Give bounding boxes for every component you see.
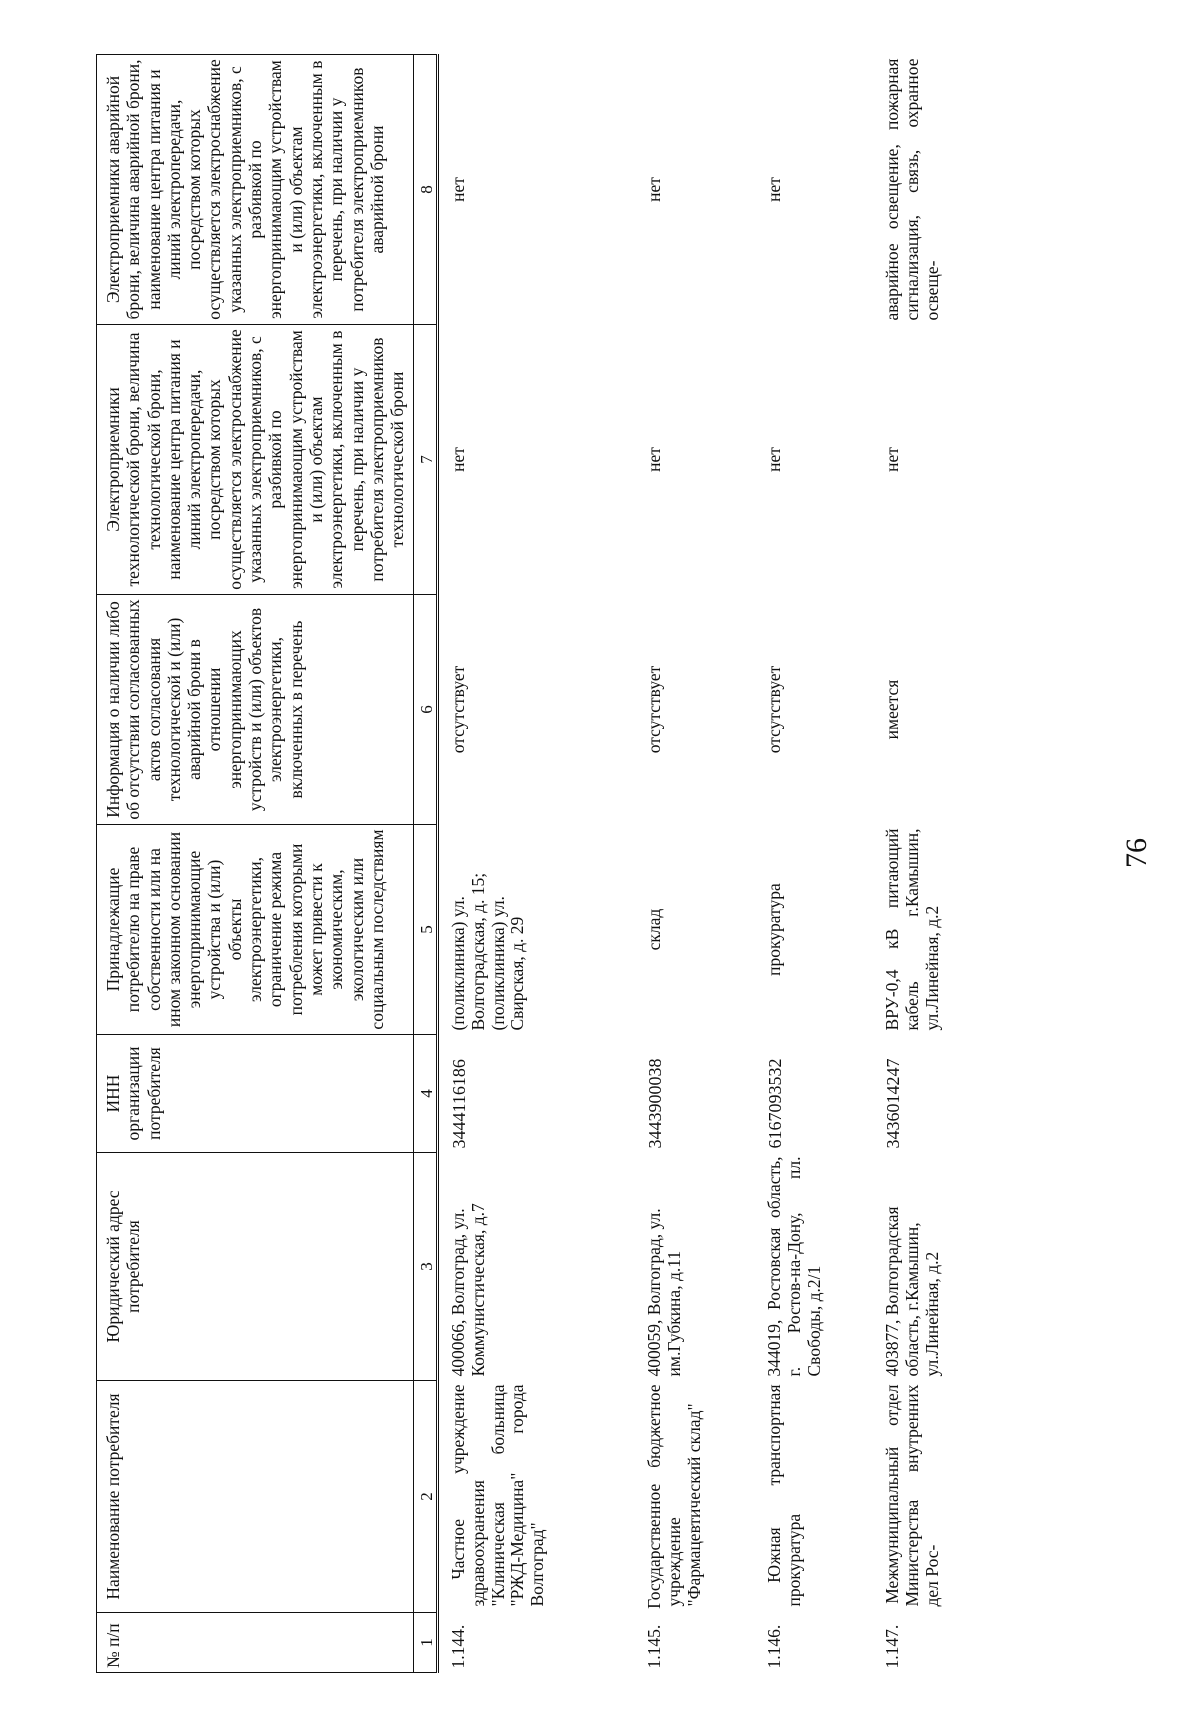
power-objects: склад: [644, 908, 665, 951]
inn: 3444116186: [449, 1059, 470, 1149]
header-inn: ИНН организации потребителя: [97, 1035, 414, 1153]
row-number: 1.147.: [882, 1624, 903, 1669]
inn: 6167093532: [765, 1058, 786, 1149]
table-row: [755, 55, 873, 1673]
legal-address: 344019, Ростовская область, г. Ростов-на-Дону, пл. Свободы, д.2/1: [764, 1156, 824, 1377]
legal-address: 400066, Волгоград, ул. Коммунистическая, д.7: [448, 1203, 489, 1377]
column-number: 8: [414, 55, 438, 325]
header-consumer-name: Наименование потребителя: [97, 1381, 414, 1613]
header-legal-address: Юридический адрес потребителя: [97, 1153, 414, 1381]
column-number: 6: [414, 595, 438, 825]
consumer-name: Межмуниципальный отдел Министерства внутренних дел Рос-: [882, 1384, 942, 1607]
consumer-name: Частное учреждение здравоохранения "Клиническая больница "РЖД-Медицина" города Волгоград": [448, 1384, 547, 1607]
technological-reserve: нет: [448, 447, 469, 472]
technological-reserve: нет: [764, 447, 785, 472]
power-objects: прокуратура: [764, 883, 785, 976]
column-number: 4: [414, 1035, 438, 1153]
legal-address: 400059, Волгоград, ул. им.Губкина, д.11: [644, 1208, 685, 1377]
column-number: 1: [414, 1613, 438, 1673]
row-number: 1.144.: [448, 1624, 469, 1669]
technological-reserve: нет: [882, 447, 903, 472]
table-row: [873, 55, 1013, 1673]
page-number: 76: [1120, 838, 1153, 868]
table-row: [438, 55, 636, 1673]
legal-address: 403877, Волгоградская область, г.Камышин, ул.Линейная, д.2: [882, 1206, 942, 1377]
row-number: 1.146.: [764, 1624, 785, 1669]
emergency-reserve: нет: [448, 177, 469, 202]
consumer-name: Государственное бюджетное учреждение "Фармацевтический склад": [644, 1384, 704, 1609]
technological-reserve: нет: [644, 447, 665, 472]
consumer-cell: [755, 1381, 873, 1673]
consumer-cell: [438, 1381, 636, 1673]
power-objects: (поликлиника) ул. Волгоградская, д. 15; (поликлиника) ул. Свирская, д. 29: [448, 872, 528, 1031]
row-number: 1.145.: [644, 1624, 665, 1669]
header-emergency-reserve: Электроприемники аварийной брони, величина аварийной брони, наименование центра питания и линий электропередачи, посредством которых осуществляется электроснабжение указанных электроприемников, с разбивкой по энергопринимающим устройствам и (или) объектам электроэнергетики, включенным в перечень, при наличии у потребителя электроприемников аварийной брони: [97, 55, 414, 325]
header-technological-reserve: Электроприемники технологической брони, величина технологической брони, наименование центра питания и линий электропередачи, посредством которых осуществляется электроснабжение указанных электроприемников, с разбивкой по энергопринимающим устройствам и (или) объектам электроэнергетики, включенным в перечень, при наличии у потребителя электроприемников технологической брони: [97, 325, 414, 595]
header-power-objects: Принадлежащие потребителю на праве собственности или на ином законном основании энергопринимающие устройства и (или) объекты электроэнергетики, ограничение режима потребления которыми может привести к экономическим, экологическим или социальным последствиям: [97, 825, 414, 1035]
reserve-acts: отсутствует: [448, 665, 469, 754]
consumer-name: Южная транспортная прокуратура: [764, 1384, 805, 1607]
table-row: [635, 55, 755, 1673]
power-objects: ВРУ-0,4 кВ питающий кабель г.Камышин, ул.Линейная, д.2: [882, 828, 942, 1031]
column-number: 2: [414, 1381, 438, 1613]
header-number: № п/п: [97, 1613, 414, 1673]
column-number-row: [414, 55, 438, 1673]
header-reserve-acts: Информация о наличии либо об отсутствии согласованных актов согласования технологической и (или) аварийной брони в отношении энергопринимающих устройств и (или) объектов электроэнергетики, включенных в перечень: [97, 595, 414, 825]
emergency-reserve: нет: [764, 177, 785, 202]
emergency-reserve: аварийное освещение, пожарная сигнализация, связь, охранное освеще-: [882, 58, 942, 321]
column-number: 7: [414, 325, 438, 595]
inn: 3443900038: [645, 1058, 666, 1149]
emergency-reserve: нет: [644, 177, 665, 202]
reserve-acts: отсутствует: [764, 665, 785, 754]
consumer-register-table: [96, 54, 1013, 1673]
reserve-acts: отсутствует: [644, 665, 665, 754]
consumer-cell: [873, 1381, 1013, 1673]
column-number: 5: [414, 825, 438, 1035]
inn: 3436014247: [883, 1058, 904, 1149]
reserve-acts: имеется: [882, 679, 903, 740]
table-body: [438, 55, 1014, 1673]
header-row: [97, 55, 414, 1673]
table-header: [97, 55, 438, 1673]
column-number: 3: [414, 1153, 438, 1381]
consumer-cell: [635, 1381, 755, 1673]
